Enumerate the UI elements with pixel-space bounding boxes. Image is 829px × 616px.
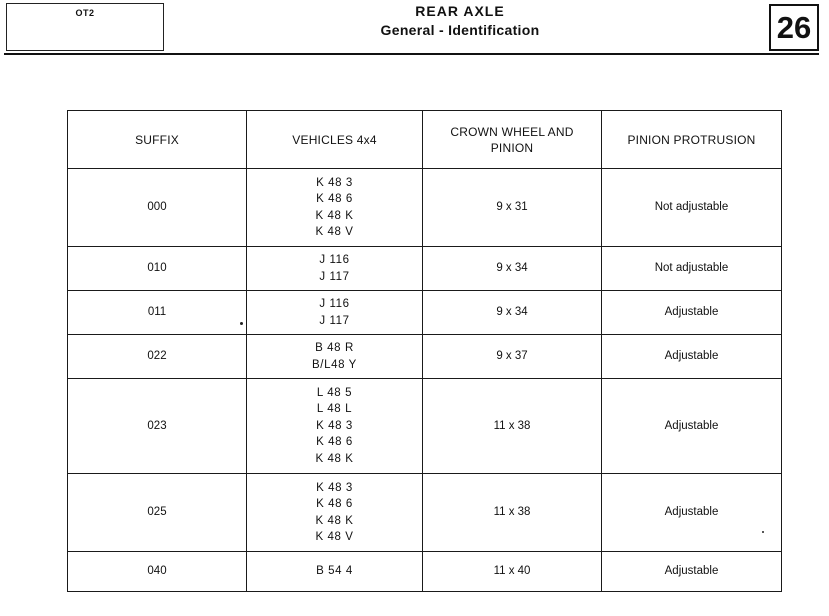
pinion-protrusion-cell: Not adjustable xyxy=(602,247,782,291)
column-header-pinion-protrusion: PINION PROTRUSION xyxy=(602,111,782,169)
vehicles-cell: B 54 4 xyxy=(247,552,423,592)
crown-wheel-cell: 9 x 37 xyxy=(423,335,602,379)
vehicles-cell: K 48 3 K 48 6 K 48 K K 48 V xyxy=(247,169,423,247)
vehicles-cell: J 116 J 117 xyxy=(247,247,423,291)
table-header-row xyxy=(68,111,782,169)
pinion-protrusion-cell: Not adjustable xyxy=(602,169,782,247)
pinion-protrusion-cell: Adjustable xyxy=(602,474,782,552)
crown-wheel-cell: 9 x 31 xyxy=(423,169,602,247)
column-header-suffix: SUFFIX xyxy=(68,111,247,169)
page-subtitle: General - Identification xyxy=(380,22,540,38)
table-row xyxy=(68,552,782,592)
page-title: REAR AXLE xyxy=(415,3,505,19)
header-divider xyxy=(4,53,819,55)
vehicles-cell: J 116 J 117 xyxy=(247,291,423,335)
page-header-title xyxy=(340,2,580,40)
pinion-protrusion-cell: Adjustable xyxy=(602,379,782,474)
pinion-protrusion-cell: Adjustable xyxy=(602,335,782,379)
crown-wheel-cell: 11 x 38 xyxy=(423,474,602,552)
crown-wheel-cell: 9 x 34 xyxy=(423,291,602,335)
crown-wheel-cell: 9 x 34 xyxy=(423,247,602,291)
column-header-vehicles: VEHICLES 4x4 xyxy=(247,111,423,169)
suffix-cell: 000 xyxy=(68,169,247,247)
suffix-cell: 023 xyxy=(68,379,247,474)
table-row xyxy=(68,335,782,379)
crown-wheel-cell: 11 x 40 xyxy=(423,552,602,592)
table-row xyxy=(68,379,782,474)
column-header-crown-wheel: CROWN WHEEL AND PINION xyxy=(423,111,602,169)
suffix-cell: 040 xyxy=(68,552,247,592)
table-row xyxy=(68,247,782,291)
table-row xyxy=(68,291,782,335)
vehicles-cell: K 48 3 K 48 6 K 48 K K 48 V xyxy=(247,474,423,552)
document-code: OT2 xyxy=(75,8,95,18)
vehicles-cell: B 48 R B/L48 Y xyxy=(247,335,423,379)
suffix-cell: 011 xyxy=(68,291,247,335)
pinion-protrusion-cell: Adjustable xyxy=(602,552,782,592)
scan-speck xyxy=(762,531,764,533)
table-row xyxy=(68,169,782,247)
section-number: 26 xyxy=(769,4,819,51)
document-code-box xyxy=(6,3,164,51)
pinion-protrusion-cell: Adjustable xyxy=(602,291,782,335)
identification-table xyxy=(67,110,782,592)
crown-wheel-cell: 11 x 38 xyxy=(423,379,602,474)
suffix-cell: 010 xyxy=(68,247,247,291)
scan-speck xyxy=(240,322,243,325)
suffix-cell: 025 xyxy=(68,474,247,552)
suffix-cell: 022 xyxy=(68,335,247,379)
table-row xyxy=(68,474,782,552)
vehicles-cell: L 48 5 L 48 L K 48 3 K 48 6 K 48 K xyxy=(247,379,423,474)
